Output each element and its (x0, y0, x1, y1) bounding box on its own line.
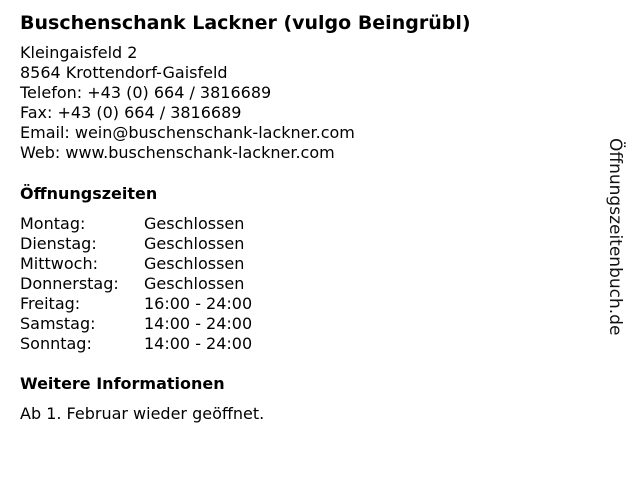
day-label: Mittwoch: (20, 254, 98, 273)
fax-line: Fax: +43 (0) 664 / 3816689 (20, 103, 242, 122)
further-info-heading: Weitere Informationen (20, 374, 225, 393)
hours-value: 16:00 - 24:00 (144, 294, 253, 313)
day-label: Freitag: (20, 294, 81, 313)
day-label: Dienstag: (20, 234, 97, 253)
hours-row (20, 294, 252, 314)
opening-hours-table (20, 214, 252, 354)
contact-block (20, 43, 355, 163)
further-info-text: Ab 1. Februar wieder geöffnet. (20, 404, 265, 423)
hours-value: Geschlossen (144, 214, 245, 233)
web-line: Web: www.buschenschank-lackner.com (20, 143, 335, 162)
hours-value: Geschlossen (144, 234, 245, 253)
phone-line: Telefon: +43 (0) 664 / 3816689 (20, 83, 272, 102)
hours-value: Geschlossen (144, 254, 245, 273)
hours-row (20, 274, 252, 294)
hours-row (20, 254, 252, 274)
hours-value: 14:00 - 24:00 (144, 314, 253, 333)
email-line: Email: wein@buschenschank-lackner.com (20, 123, 355, 142)
hours-value: 14:00 - 24:00 (144, 334, 253, 353)
hours-row (20, 314, 252, 334)
hours-row (20, 234, 252, 254)
hours-row (20, 334, 252, 354)
business-title: Buschenschank Lackner (vulgo Beingrübl) (20, 12, 471, 34)
opening-hours-heading: Öffnungszeiten (20, 184, 158, 203)
day-label: Sonntag: (20, 334, 92, 353)
hours-row (20, 214, 252, 234)
hours-value: Geschlossen (144, 274, 245, 293)
postal-city: 8564 Krottendorf-Gaisfeld (20, 63, 228, 82)
brand-watermark: Öffnungszeitenbuch.de (605, 138, 625, 336)
day-label: Samstag: (20, 314, 96, 333)
day-label: Montag: (20, 214, 86, 233)
day-label: Donnerstag: (20, 274, 119, 293)
street-address: Kleingaisfeld 2 (20, 43, 138, 62)
